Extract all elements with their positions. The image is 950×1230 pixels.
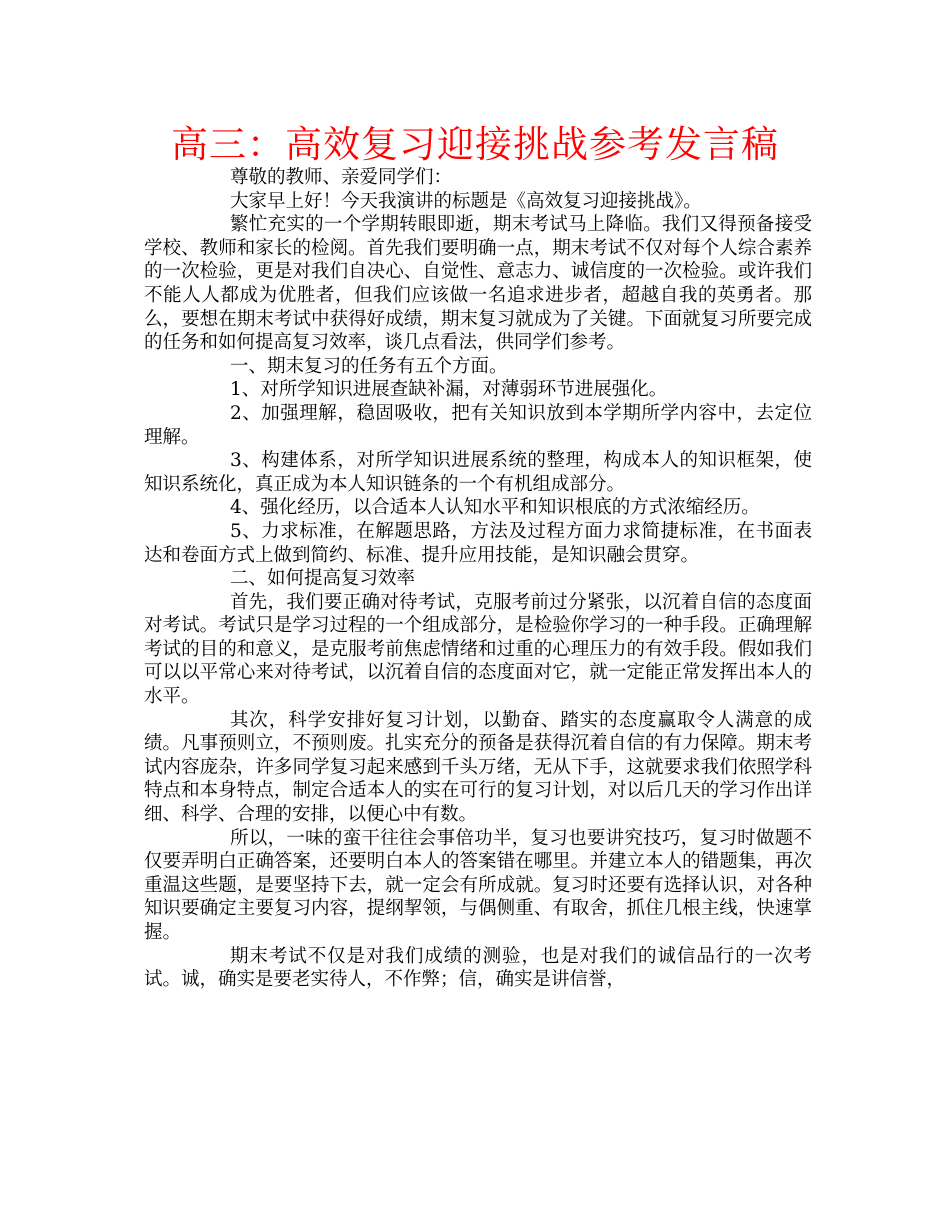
task-item-5: 5、力求标准，在解题思路，方法及过程方面力求简捷标准，在书面表达和卷面方式上做到简约、标准、提升应用技能，是知识融会贯穿。	[144, 520, 812, 566]
integrity-paragraph: 期末考试不仅是对我们成绩的测验，也是对我们的诚信品行的一次考试。诚，确实是要老实待人，不作弊；信，确实是讲信誉，	[144, 945, 812, 991]
task-item-2: 2、加强理解，稳固吸收，把有关知识放到本学期所学内容中，去定位理解。	[144, 402, 812, 448]
efficiency-paragraph-third: 所以，一味的蛮干往往会事倍功半，复习也要讲究技巧，复习时做题不仅要弄明白正确答案，还要明白本人的答案错在哪里。并建立本人的错题集，再次重温这些题，是要坚持下去，就一定会有所成就。复习时还要有选择认识，对各种知识要确定主要复习内容，提纲挈领，与偶侧重、有取舍，抓住几根主线，快速掌握。	[144, 827, 812, 943]
document-body	[144, 166, 812, 992]
task-item-3: 3、构建体系，对所学知识进展系统的整理，构成本人的知识框架，使知识系统化，真正成为本人知识链条的一个有机组成部分。	[144, 450, 812, 495]
task-item-1: 1、对所学知识进展查缺补漏，对薄弱环节进展强化。	[230, 379, 668, 401]
section-heading-tasks: 一、期末复习的任务有五个方面。	[230, 355, 508, 377]
efficiency-paragraph-second: 其次，科学安排好复习计划，以勤奋、踏实的态度赢取令人满意的成绩。凡事预则立，不预则废。扎实充分的预备是获得沉着自信的有力保障。期末考试内容庞杂，许多同学复习起来感到千头万绪，无从下手，这就要求我们依照学科特点和本身特点，制定合适本人的实在可行的复习计划，对以后几天的学习作出详细、科学、合理的安排，以便心中有数。	[144, 709, 812, 826]
task-item-4: 4、强化经历，以合适本人认知水平和知识根底的方式浓缩经历。	[230, 497, 760, 519]
intro-paragraph: 繁忙充实的一个学期转眼即逝，期末考试马上降临。我们又得预备接受学校、教师和家长的检阅。首先我们要明确一点，期末考试不仅对每个人综合素养的一次检验，更是对我们自决心、自觉性、意志力、诚信度的一次检验。或许我们不能人人都成为优胜者，但我们应该做一名追求进步者，超越自我的英勇者。那么，要想在期末考试中获得好成绩，期末复习就成为了关键。下面就复习所要完成的任务和如何提高复习效率，谈几点看法，供同学们参考。	[144, 214, 812, 354]
document-title: 高三：高效复习迎接挑战参考发言稿	[171, 123, 779, 166]
section-heading-efficiency: 二、如何提高复习效率	[230, 568, 416, 590]
opening-paragraph: 大家早上好！今天我演讲的标题是《高效复习迎接挑战》。	[230, 190, 702, 212]
greeting-paragraph: 尊敬的教师、亲爱同学们：	[230, 167, 453, 188]
efficiency-paragraph-first: 首先，我们要正确对待考试，克服考前过分紧张，以沉着自信的态度面对考试。考试只是学习过程的一个组成部分，是检验你学习的一种手段。正确理解考试的目的和意义，是克服考前焦虑情绪和过重的心理压力的有效手段。假如我们可以以平常心来对待考试，以沉着自信的态度面对它，就一定能正常发挥出本人的水平。	[144, 591, 812, 708]
